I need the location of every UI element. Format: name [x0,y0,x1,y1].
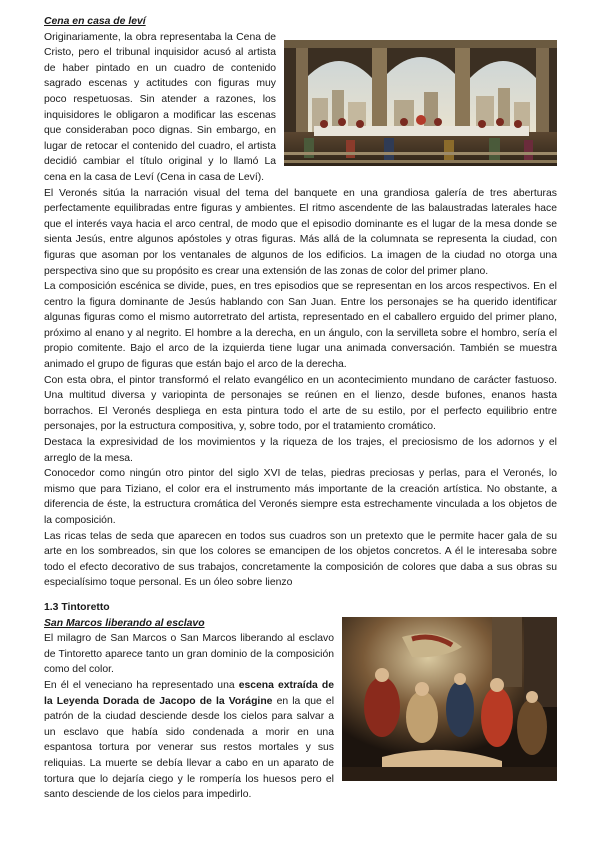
paragraph-2-intro: En él el veneciano ha representado una [44,679,239,691]
paragraph-1: El milagro de San Marcos o San Marcos liberando al esclavo de Tintoretto aparece tanto un gran dominio de la composición como del color. [44,633,334,676]
legend-source-bold: escena extraída de la Leyenda Dorada de Jacopo de la Vorágine [44,679,334,707]
painting-image-levi [284,40,557,166]
painting-title: Cena en casa de leví [44,16,146,27]
painting-image-slave [342,617,557,781]
paragraph-7: Las ricas telas de seda que aparecen en todos sus cuadros son un pretexto que le permite hacer gala de su arte en los sombreados, sin que los colores se emancipen de los objetos concretos. A él le interesaba sobre todo el efecto decorativo de sus trabajos, concretamente la composición de colores que daba a sus obras su especialísimo toque personal. Es un óleo sobre lienzo [44,530,557,589]
section-tintoretto [44,600,557,803]
paragraph-4: Con esta obra, el pintor transformó el relato evangélico en un acontecimiento mundano de carácter fastuoso. Una multitud diversa y variopinta de personajes se reúnen en el lienzo, desde bufones, enanos hasta borrachos. El Veronés despliega en esta pintura todo el arte de su estilo, por el perfecto equilibrio entre personajes, por la estructura compositiva, y, sobre todo, por el tratamiento cromático. [44,374,557,433]
paragraph-2-body: en la que el patrón de la ciudad desciende desde los cielos para salvar a un esclavo que había sido condenada a morir en una espantosa tortura por venerar sus restos mortales y sus reliquias. La muerte se debía llevar a cabo en un aparato de tortura que lo dejaría ciego y le rompería los huesos pero el santo desciende de los cielos para impedirlo. [44,695,335,801]
paragraph-3: La composición escénica se divide, pues, en tres episodios que se representan en los arcos respectivos. En el centro la figura dominante de Jesús hablando con San Juan. Entre los personajes se ha querido identificar algunas figuras como el mismo autorretrato del artista, representado en el caballero erguido del primer plano, próximo al enano y al negrito. El hombre a la derecha, en un ángulo, con la servilleta sobre el hombro, sería el propio comitente. Bajo el arco de la izquierda tiene lugar una animada conversación. También se muestra animado el grupo de figuras que están bajo el arco de la derecha. [44,281,557,371]
paragraph-5: Destaca la expresividad de los movimientos y la riqueza de los trajes, el preciosismo de los adornos y el arreglo de la mesa. [44,437,557,464]
paragraph-6: Conocedor como ningún otro pintor del siglo XVI de telas, piedras preciosas y perlas, para el Veronés, lo mismo que para Tiziano, el color era el instrumento más importante de la creación artística. No obstante, a diferencia de éste, la estructura cromática del Veronés siempre esta estrechamente vinculada a los objetos de la composición. [44,468,557,526]
section-heading: 1.3 Tintoretto [44,602,110,613]
section-veronese [44,14,557,591]
painting-title: San Marcos liberando al esclavo [44,617,205,629]
paragraph-2: El Veronés sitúa la narración visual del tema del banquete en una grandiosa galería de tres aberturas perfectamente equilibradas entre figuras y ambientes. El ritmo ascendente de las balaustradas laterales hace que el interés vaya hacia el arco central, de modo que el episodio dominante es el lugar de la mesa donde se sienta Jesús, entre algunos apóstoles y otras figuras. Más allá de la columnata se representa la ciudad, con figuras que asoman por los ventanales de algunos de los edificios. La imagen de la ciudad no otorga una perspectiva sino que su propósito es crear una extensión de las zonas de color del primer plano. [44,187,557,277]
paragraph-1: Originariamente, la obra representaba la Cena de Cristo, pero el tribunal inquisidor acusó al artista de haber pintado en un cuadro de contenido sagrado escenas y actitudes con figuras muy poco respetuosas. Sin atender a razones, los inquisidores le obligaron a modificar las escenas que consideraban poco dignas. Sin embargo, en lugar de retocar el contenido del cuadro, el artista decidió cambiar el título original y lo llamó La cena en la casa de Leví (Cena in casa de Leví). [44,31,276,183]
